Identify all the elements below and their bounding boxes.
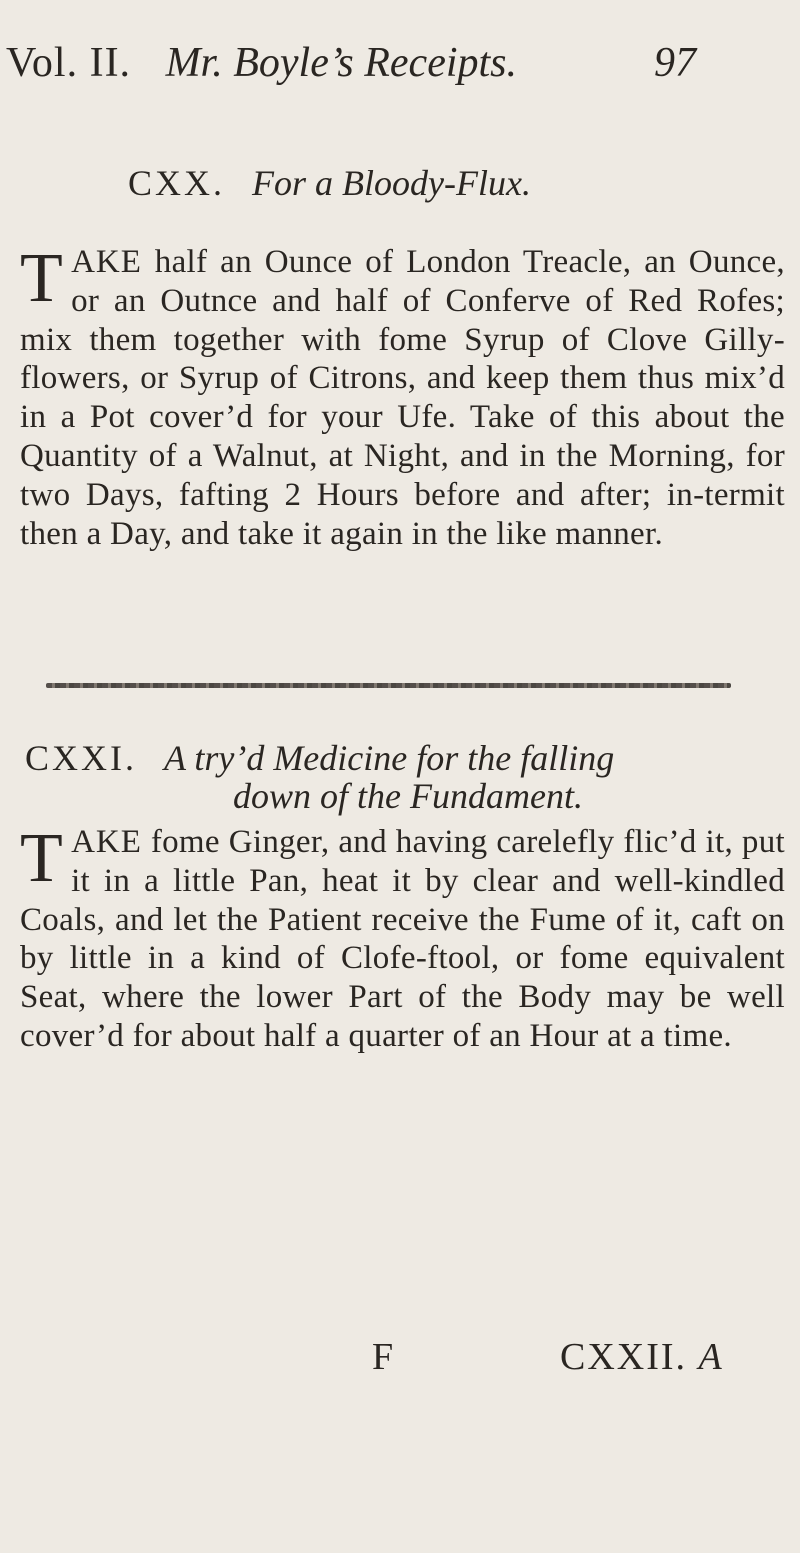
- recipe-body: half an Ounce of London Treacle, an Ounce, or an Outnce and half of Conferve of Red Rofes; mix them together with fome Syrup of Clove Gilly-flowers, or Syrup of Citrons, and keep them thus mix’d in a Pot cover’d for your Ufe. Take of this about the Quantity of a Walnut, at Night, and in the Morning, for two Days, fafting 2 Hours before and after; in-termit then a Day, and take it again in the lіke manner.: [20, 244, 785, 552]
- section-number: CXX.: [128, 163, 226, 203]
- opening-word: AKE: [71, 824, 142, 860]
- signature-mark: F: [372, 1336, 394, 1378]
- drop-cap: T: [20, 820, 64, 897]
- running-title: Mr. Boyle’s Receipts.: [165, 40, 518, 86]
- catchword-word: A: [698, 1336, 724, 1378]
- drop-cap: T: [20, 240, 64, 317]
- section-title-line-2: down of the Fundament.: [233, 775, 583, 816]
- section-title: A try’d Medicine for the falling: [164, 738, 615, 778]
- section-number: CXXI.: [25, 738, 137, 778]
- section-heading-cxx: [0, 165, 800, 203]
- catchword: [560, 1335, 724, 1379]
- page-number: 97: [654, 40, 696, 86]
- recipe-text-cxx: [20, 240, 785, 553]
- recipe-body: fome Ginger, and having carelefly flic’d it, put it in a little Pan, heat it by clear and well-kindled Coals, and let the Patient receive the Fume of it, caft on by little in a kind of Clofe-ftool, or fome equivalent Seat, where the lower Part of the Body may be well cover’d for about half a quarter of an Hour at a time.: [20, 824, 785, 1054]
- volume-label: Vol. II.: [6, 40, 132, 86]
- catchword-number: CXXII.: [560, 1336, 688, 1378]
- recipe-text-cxxi: [20, 820, 785, 1056]
- running-head: [6, 42, 696, 84]
- section-heading-cxxi: [0, 740, 800, 816]
- section-title: For a Bloody-Flux.: [252, 163, 531, 203]
- opening-word: AKE: [71, 244, 142, 280]
- ornamental-rule: [46, 683, 731, 688]
